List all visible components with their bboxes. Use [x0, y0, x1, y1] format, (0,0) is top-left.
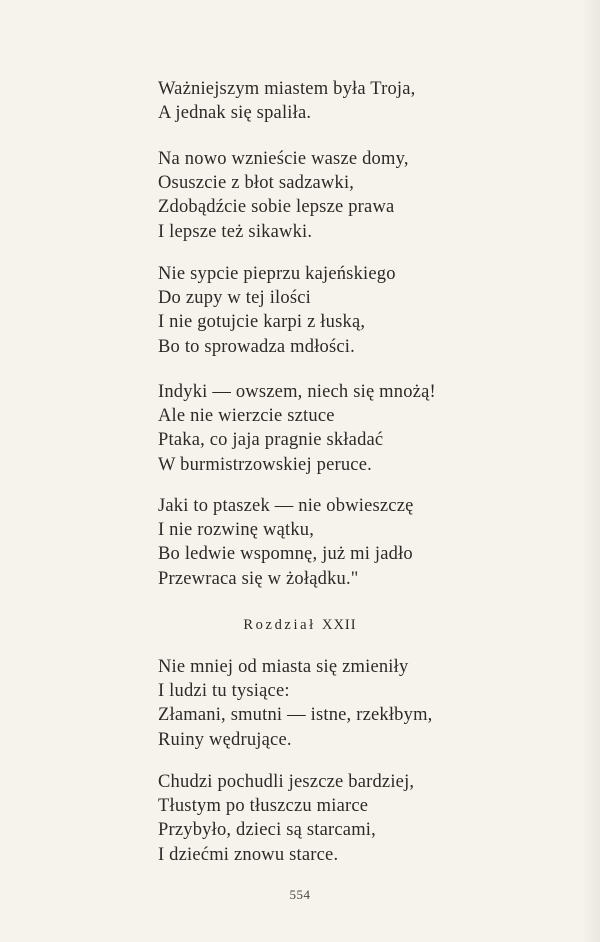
stanza-6: [158, 655, 433, 752]
chapter-number: XXII: [321, 617, 357, 633]
verse-line: I nie gotujcie karpi z łuską,: [158, 312, 366, 333]
verse-line: I dziećmi znowu starce.: [158, 844, 339, 865]
verse-line: Ptaka, co jaja pragnie składać: [158, 430, 384, 451]
page-number: 554: [289, 887, 311, 902]
verse-line: Bo to sprowadza mdłości.: [158, 336, 355, 357]
verse-line: Chudzi pochudli jeszcze bardziej,: [158, 772, 415, 792]
verse-line: Nie mniej od miasta się zmieniły: [158, 657, 409, 677]
verse-line: Przewraca się w żołądku.": [158, 568, 359, 589]
verse-line: Nie sypcie pieprzu kajeńskiego: [158, 264, 396, 284]
stanza-5: [158, 494, 414, 591]
stanza-4: [158, 380, 436, 477]
stanza-7: [158, 770, 414, 867]
verse-line: Jaki to ptaszek — nie obwieszczę: [158, 496, 414, 516]
verse-line: W burmistrzowskiej peruce.: [158, 454, 372, 475]
verse-line: Osuszcie z błot sadzawki,: [158, 173, 355, 194]
verse-line: Do zupy w tej ilości: [158, 288, 312, 309]
verse-line: Zdobądźcie sobie lepsze prawa: [158, 197, 395, 218]
verse-line: Indyki — owszem, niech się mnożą!: [158, 382, 436, 402]
verse-line: Bo ledwie wspomnę, już mi jadło: [158, 544, 413, 565]
verse-line: A jednak się spaliła.: [158, 103, 312, 124]
chapter-heading: [0, 615, 600, 635]
stanza-1: [158, 77, 416, 125]
verse-line: I lepsze też sikawki.: [158, 221, 313, 242]
chapter-label: Rozdział: [243, 617, 316, 633]
verse-line: I ludzi tu tysiące:: [158, 681, 290, 702]
verse-line: Przybyło, dzieci są starcami,: [158, 820, 376, 841]
stanza-2: [158, 147, 409, 244]
stanza-3: [158, 262, 396, 359]
verse-line: Ruiny wędrujące.: [158, 729, 292, 750]
verse-line: Ważniejszym miastem była Troja,: [158, 79, 416, 99]
verse-line: I nie rozwinę wątku,: [158, 520, 315, 541]
verse-line: Na nowo wznieście wasze domy,: [158, 149, 409, 169]
verse-line: Ale nie wierzcie sztuce: [158, 406, 335, 427]
verse-line: Tłustym po tłuszczu miarce: [158, 796, 369, 817]
verse-line: Złamani, smutni — istne, rzekłbym,: [158, 705, 433, 726]
page-edge-shadow: [582, 0, 600, 942]
